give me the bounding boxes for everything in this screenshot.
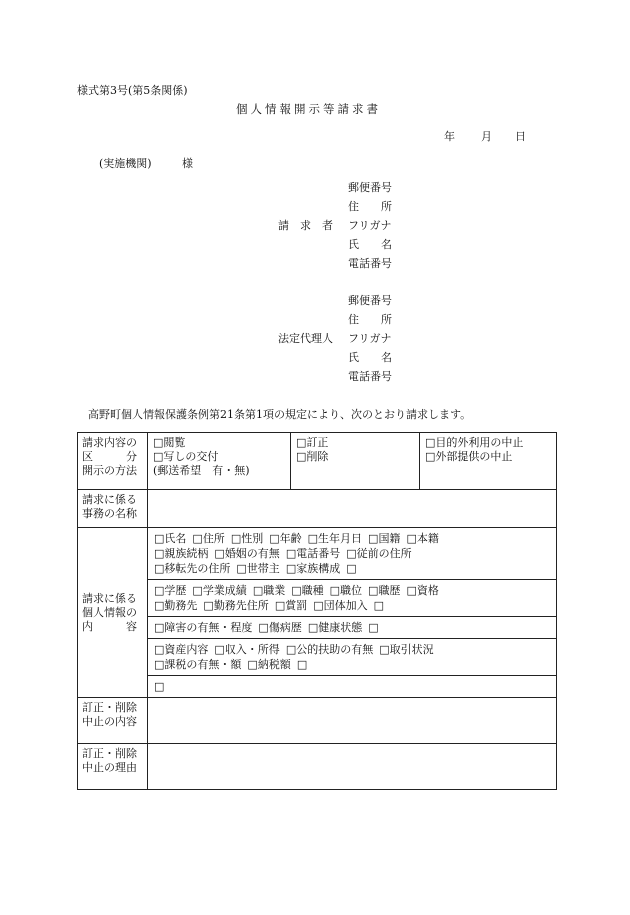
info-option[interactable] — [308, 532, 362, 545]
checkbox-icon — [406, 532, 416, 545]
office-label-line2: 事務の名称 — [82, 507, 137, 520]
personal-info-label — [78, 528, 148, 698]
checkbox-delete[interactable] — [296, 450, 306, 463]
personal-info-label-line2: 個人情報の — [82, 605, 137, 619]
personal-info-groups — [148, 528, 557, 698]
personal-info-label-line3: 内 容 — [82, 619, 137, 633]
request-type-label-line3: 開示の方法 — [82, 464, 137, 477]
info-option[interactable] — [275, 599, 307, 612]
info-option-label: 本籍 — [416, 532, 439, 545]
option-copy-label: 写しの交付 — [163, 450, 219, 463]
checkbox-icon — [286, 643, 296, 656]
office-name-field[interactable] — [148, 490, 557, 528]
info-group-line — [154, 620, 550, 635]
intro-statement: 高野町個人情報保護条例第21条第1項の規定により、次のとおり請求します。 — [88, 408, 472, 421]
info-option-label: 納税額 — [257, 658, 291, 671]
office-label-line1: 請求に係る — [82, 493, 137, 506]
checkbox-icon — [154, 599, 164, 612]
info-option-label: 勤務先 — [164, 599, 198, 612]
requester-name-label: 氏 名 — [348, 238, 392, 251]
info-option[interactable] — [368, 621, 378, 634]
checkbox-icon — [154, 658, 164, 671]
checkbox-icon — [231, 532, 241, 545]
checkbox-icon — [374, 599, 384, 612]
checkbox-icon — [330, 584, 340, 597]
checkbox-icon — [368, 532, 378, 545]
request-type-label-line2: 区 分 — [82, 450, 137, 463]
info-option-label: 学業成績 — [202, 584, 247, 597]
info-option-label: 世帯主 — [246, 562, 280, 575]
checkbox-icon — [192, 584, 202, 597]
correction-reason-row — [78, 744, 557, 790]
info-group — [148, 676, 556, 697]
requester-address-label: 住 所 — [348, 200, 392, 213]
checkbox-icon — [203, 599, 213, 612]
checkbox-correct[interactable] — [296, 436, 306, 449]
info-option-label: 学歴 — [164, 584, 187, 597]
info-option-label: 住所 — [202, 532, 225, 545]
option-delete-label: 削除 — [306, 450, 329, 463]
info-option[interactable] — [154, 621, 252, 634]
checkbox-icon — [291, 584, 301, 597]
info-option[interactable] — [231, 532, 263, 545]
request-type-row — [78, 433, 557, 490]
checkbox-icon — [253, 584, 263, 597]
checkbox-icon — [308, 532, 318, 545]
info-option-label: 性別 — [241, 532, 264, 545]
agent-block — [278, 294, 428, 384]
request-type-grid — [148, 433, 556, 489]
date-year-label: 年 — [444, 130, 455, 143]
info-option[interactable] — [192, 584, 246, 597]
page-title: 個人情報開示等請求書 — [236, 102, 381, 116]
request-type-options — [148, 433, 557, 490]
checkbox-icon — [269, 532, 279, 545]
office-label — [78, 490, 148, 528]
checkbox-icon — [154, 584, 164, 597]
option-correct-label: 訂正 — [306, 436, 329, 449]
info-group-line — [154, 561, 550, 576]
info-option-label: 親族続柄 — [164, 547, 209, 560]
requester-furigana-label: フリガナ — [348, 219, 392, 232]
info-option[interactable] — [291, 584, 323, 597]
checkbox-icon — [192, 532, 202, 545]
info-option-label: 従前の住所 — [356, 547, 412, 560]
checkbox-icon — [247, 658, 257, 671]
checkbox-icon — [313, 599, 323, 612]
info-option[interactable] — [286, 562, 340, 575]
checkbox-icon — [154, 532, 164, 545]
info-option-label: 団体加入 — [323, 599, 368, 612]
checkbox-icon — [297, 658, 307, 671]
info-option[interactable] — [236, 562, 279, 575]
info-option-label: 職種 — [301, 584, 324, 597]
checkbox-icon — [154, 562, 164, 575]
info-option[interactable] — [258, 621, 301, 634]
requester-postal-label: 郵便番号 — [348, 181, 392, 194]
mail-preference-note: (郵送希望 有・無) — [153, 464, 250, 477]
info-option[interactable] — [154, 562, 230, 575]
info-option-label: 健康状態 — [318, 621, 363, 634]
info-group-line — [154, 531, 550, 546]
info-group — [148, 639, 556, 676]
info-option[interactable] — [330, 584, 362, 597]
checkbox-icon — [379, 643, 389, 656]
info-option[interactable] — [346, 562, 356, 575]
info-option-label: 移転先の住所 — [164, 562, 231, 575]
info-option[interactable] — [154, 599, 197, 612]
info-option-label: 資格 — [416, 584, 439, 597]
info-option[interactable] — [269, 532, 301, 545]
info-option[interactable] — [192, 532, 224, 545]
checkbox-icon — [154, 680, 164, 693]
info-option[interactable] — [154, 547, 208, 560]
requester-phone-label: 電話番号 — [348, 257, 392, 270]
agent-phone-label: 電話番号 — [348, 370, 392, 383]
date-month-label: 月 — [481, 130, 492, 143]
checkbox-icon — [286, 562, 296, 575]
info-option[interactable] — [308, 621, 362, 634]
info-group — [148, 580, 556, 617]
info-option[interactable] — [203, 599, 268, 612]
info-option[interactable] — [154, 643, 208, 656]
checkbox-icon — [368, 621, 378, 634]
info-option[interactable] — [214, 643, 279, 656]
option-stop-other-use-label: 目的外利用の中止 — [435, 436, 524, 449]
info-option-label: 収入・所得 — [224, 643, 280, 656]
checkbox-icon — [346, 562, 356, 575]
info-option-label: 職位 — [340, 584, 363, 597]
info-option-label: 賞罰 — [285, 599, 308, 612]
info-group-line — [154, 642, 550, 657]
agent-postal-label: 郵便番号 — [348, 294, 392, 307]
info-option-label: 取引状況 — [389, 643, 434, 656]
checkbox-icon — [275, 599, 285, 612]
info-option[interactable] — [313, 599, 367, 612]
info-group — [148, 617, 556, 639]
correction-reason-label — [78, 744, 148, 790]
personal-info-label-line1: 請求に係る — [82, 591, 137, 605]
info-option[interactable] — [154, 532, 186, 545]
agent-address-label: 住 所 — [348, 313, 392, 326]
checkbox-icon — [236, 562, 246, 575]
checkbox-icon — [406, 584, 416, 597]
info-option-label: 年齢 — [279, 532, 302, 545]
requester-block — [278, 181, 428, 271]
info-option[interactable] — [154, 584, 186, 597]
request-type-label — [78, 433, 148, 490]
info-option[interactable] — [379, 643, 433, 656]
checkbox-icon — [286, 547, 296, 560]
info-option-label: 課税の有無・額 — [164, 658, 242, 671]
correction-content-label — [78, 698, 148, 744]
info-option[interactable] — [346, 547, 411, 560]
form-number: 様式第3号(第5条関係) — [77, 84, 188, 97]
info-option-label: 家族構成 — [296, 562, 341, 575]
addressee-label: (実施機関) — [99, 157, 152, 170]
checkbox-stop-other-use[interactable] — [425, 436, 435, 449]
info-option[interactable] — [154, 658, 241, 671]
info-group-line — [154, 546, 550, 561]
checkbox-copy[interactable] — [153, 450, 163, 463]
info-option-label: 障害の有無・程度 — [164, 621, 253, 634]
info-option[interactable] — [406, 584, 438, 597]
info-option[interactable] — [247, 658, 290, 671]
correction-content-label-line2: 中止の内容 — [82, 715, 137, 728]
info-option-label: 勤務先住所 — [213, 599, 269, 612]
info-option-label: 電話番号 — [296, 547, 341, 560]
info-option[interactable] — [368, 532, 400, 545]
correction-content-row — [78, 698, 557, 744]
agent-furigana-label: フリガナ — [348, 332, 392, 345]
info-option-label: 公的扶助の有無 — [296, 643, 374, 656]
checkbox-stop-external[interactable] — [425, 450, 435, 463]
correction-content-field[interactable] — [148, 698, 557, 744]
info-option-label: 傷病歴 — [268, 621, 302, 634]
option-stop-external-label: 外部提供の中止 — [435, 450, 513, 463]
checkbox-icon — [154, 643, 164, 656]
info-option-label: 職業 — [263, 584, 286, 597]
info-group-line — [154, 583, 550, 598]
office-row — [78, 490, 557, 528]
option-browse-label: 閲覧 — [163, 436, 186, 449]
info-option[interactable] — [154, 680, 164, 693]
checkbox-icon — [368, 584, 378, 597]
correction-reason-label-line1: 訂正・削除 — [82, 747, 137, 760]
correction-reason-field[interactable] — [148, 744, 557, 790]
info-group-line — [154, 598, 550, 613]
checkbox-icon — [154, 547, 164, 560]
agent-role-label: 法定代理人 — [278, 332, 333, 345]
personal-info-row — [78, 528, 557, 698]
request-table — [77, 432, 557, 790]
info-option-label: 資産内容 — [164, 643, 209, 656]
info-option[interactable] — [286, 643, 373, 656]
info-option-label: 国籍 — [378, 532, 401, 545]
checkbox-browse[interactable] — [153, 436, 163, 449]
checkbox-icon — [214, 547, 224, 560]
requester-role-label: 請 求 者 — [278, 219, 333, 232]
info-group-line — [154, 679, 550, 694]
checkbox-icon — [214, 643, 224, 656]
checkbox-icon — [154, 621, 164, 634]
info-option-label: 婚姻の有無 — [224, 547, 280, 560]
info-group — [148, 528, 556, 580]
agent-name-label: 氏 名 — [348, 351, 392, 364]
info-option-label: 氏名 — [164, 532, 187, 545]
checkbox-icon — [308, 621, 318, 634]
date-day-label: 日 — [515, 130, 526, 143]
info-group-line — [154, 657, 550, 672]
correction-reason-label-line2: 中止の理由 — [82, 761, 137, 774]
checkbox-icon — [346, 547, 356, 560]
info-option[interactable] — [214, 547, 279, 560]
info-option[interactable] — [406, 532, 438, 545]
info-option[interactable] — [297, 658, 307, 671]
info-option[interactable] — [374, 599, 384, 612]
checkbox-icon — [258, 621, 268, 634]
correction-content-label-line1: 訂正・削除 — [82, 701, 137, 714]
info-option[interactable] — [368, 584, 400, 597]
request-type-label-line1: 請求内容の — [82, 436, 137, 449]
info-option[interactable] — [286, 547, 340, 560]
info-option-label: 生年月日 — [318, 532, 363, 545]
info-option[interactable] — [253, 584, 285, 597]
info-option-label: 職歴 — [378, 584, 401, 597]
addressee-suffix: 様 — [182, 157, 193, 170]
